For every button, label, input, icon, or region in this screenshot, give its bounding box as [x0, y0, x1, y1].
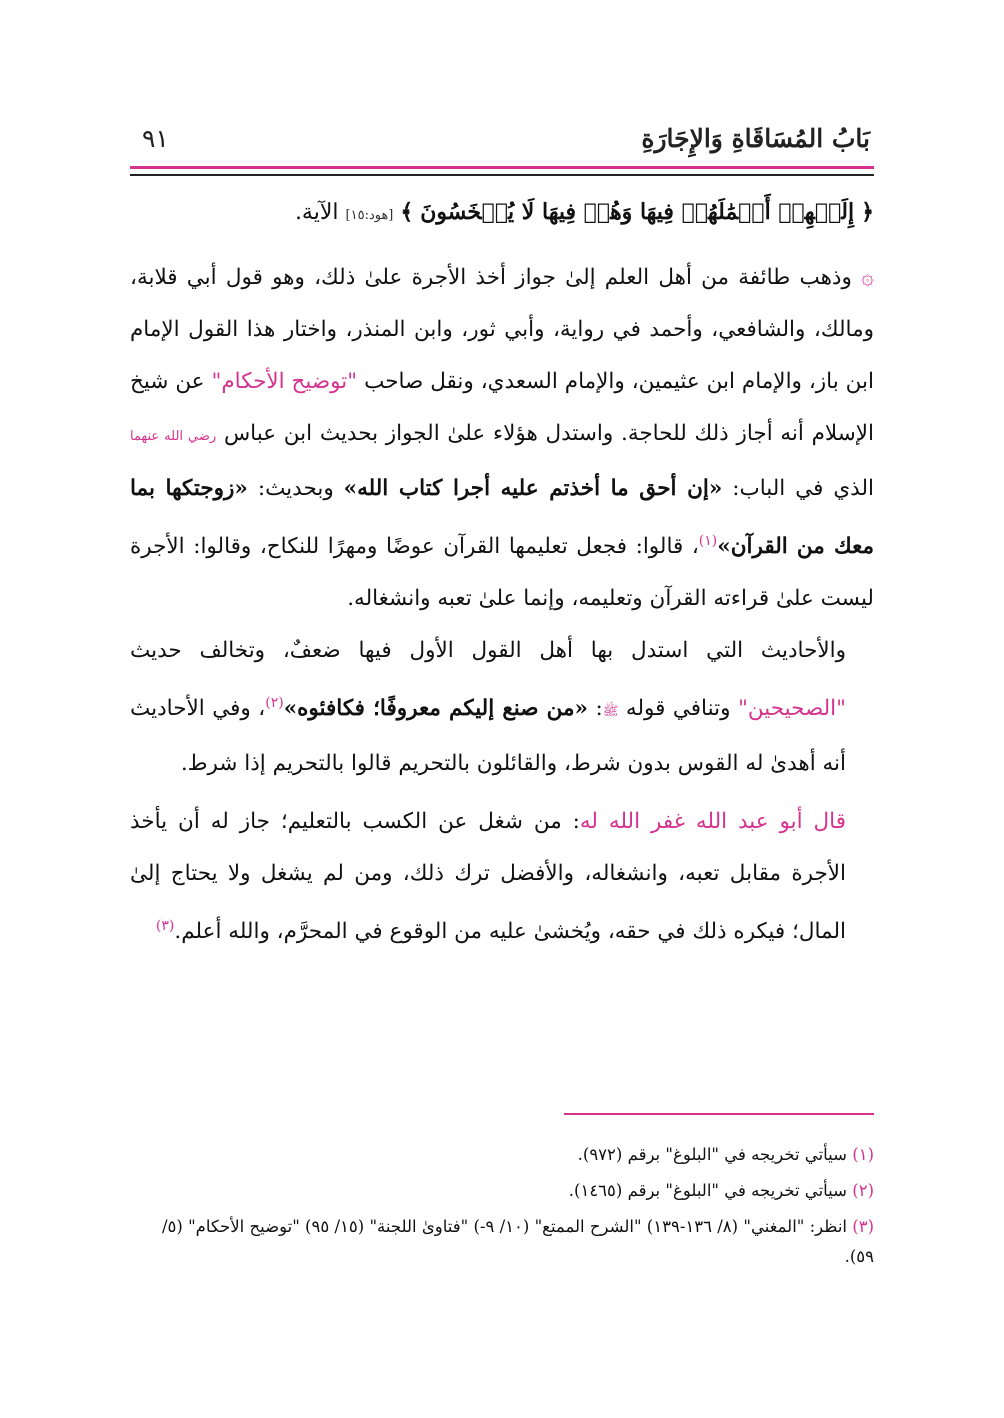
- paragraph-1-text-5: ، قالوا: فجعل تعليمها القرآن عوضًا ومهرًا للنكاح، وقالوا: الأجرة ليست علىٰ قراءته القرآن وتعليمه، وإنما علىٰ تعبه وانشغاله.: [130, 534, 874, 612]
- footnote-1: [130, 1140, 874, 1170]
- chapter-title: بَابُ المُسَاقَاةِ وَالإِجَارَةِ: [641, 124, 870, 153]
- paragraph-1-text-3: الذي في الباب:: [732, 476, 874, 501]
- footnote-ref-3[interactable]: (٣): [155, 918, 175, 935]
- paragraph-2-text-1: والأحاديث التي استدل بها أهل القول الأول فيها ضعفٌ، وتخالف حديث: [130, 638, 846, 664]
- paragraph-1-text-2: عن شيخ الإسلام أنه أجاز ذلك للحاجة. واستدل هؤلاء علىٰ الجواز بحديث ابن عباس: [130, 369, 874, 446]
- honorific-icon: رضي الله عنهما: [130, 429, 217, 444]
- paragraph-1-text-1: وذهب طائفة من أهل العلم إلىٰ جواز أخذ الأجرة علىٰ ذلك، وهو قول أبي قلابة، ومالك، والشافعي، وأحمد في رواية، وأبي ثور، وابن المنذر، واختار هذا القول الإمام ابن باز، والإمام ابن عثيمين، والإمام السعدي، ونقل صاحب: [130, 265, 874, 394]
- footnote-number: (٣): [852, 1217, 874, 1236]
- quran-verse: إِلَيۡهِمۡ أَعۡمَٰلَهُمۡ فِيهَا وَهُمۡ فِيهَا لَا يُبۡخَسُونَ: [420, 199, 855, 225]
- salawat-icon: ﷺ: [602, 704, 619, 720]
- page-header: [130, 118, 874, 162]
- page-body: [130, 190, 874, 958]
- header-rule-black: [130, 174, 874, 176]
- paragraph-2-text-2: وتنافي قوله: [625, 696, 731, 722]
- hadith-1: «إن أحق ما أخذتم عليه أجرا كتاب الله»: [343, 476, 723, 501]
- author-attribution: قال أبو عبد الله غفر الله له: [579, 809, 846, 835]
- paragraph-1-text-4: وبحديث:: [257, 476, 334, 501]
- footnotes: [130, 1140, 874, 1278]
- footnote-ref-1[interactable]: (١): [698, 533, 718, 549]
- rosette-icon: ۞: [861, 265, 874, 290]
- footnote-separator: [564, 1113, 874, 1115]
- footnote-number: (١): [852, 1145, 874, 1164]
- quran-suffix: الآية.: [294, 200, 339, 225]
- paragraph-3-text-1: : من شغل عن الكسب بالتعليم؛ جاز له أن يأخذ الأجرة مقابل تعبه، وانشغاله، والأفضل ترك ذلك، ومن لم يشغل ولا يحتاج إلىٰ المال؛ فيكره ذلك في حقه، ويُخشىٰ عليه من الوقوع في المحرَّم، والله أعلم.: [130, 809, 846, 945]
- paragraph-2-text-3: :: [595, 696, 603, 722]
- footnote-text: سيأتي تخريجه في "البلوغ" برقم (٩٧٢).: [577, 1145, 847, 1164]
- footnote-text: سيأتي تخريجه في "البلوغ" برقم (١٤٦٥).: [568, 1181, 847, 1200]
- book-title-sahihain: "الصحيحين": [737, 696, 846, 722]
- footnote-3: [130, 1212, 874, 1272]
- paragraph-1: [130, 252, 874, 625]
- paragraph-2-text-4: ، وفي الأحاديث أنه أهدىٰ له القوس بدون شرط، والقائلون بالتحريم قالوا بالتحريم إذا شرط.: [130, 696, 846, 777]
- quran-reference: [هود:١٥]: [345, 208, 394, 223]
- quran-open-bracket: ﴿: [861, 199, 874, 225]
- hadith-3: «من صنع إليكم معروفًا؛ فكافئوه»: [283, 696, 588, 722]
- footnote-ref-2[interactable]: (٢): [265, 695, 284, 712]
- header-rule-pink: [130, 166, 874, 169]
- page-number: ٩١: [142, 124, 169, 153]
- footnote-text: انظر: "المغني" (٨/ ١٣٦-١٣٩) "الشرح الممتع" (١٠/ ٩-) "فتاوىٰ اللجنة" (١٥/ ٩٥) "توضيح الأحكام" (٥/ ٥٩).: [161, 1217, 874, 1266]
- paragraph-2: [130, 625, 874, 790]
- paragraph-3: [130, 796, 874, 958]
- quran-close-bracket: ﴾: [400, 199, 414, 225]
- footnote-number: (٢): [852, 1181, 874, 1200]
- hadith-2: «زوجتكها بما معك من القرآن»: [130, 476, 874, 560]
- quran-verse-line: [130, 190, 874, 238]
- footnote-2: [130, 1176, 874, 1206]
- book-title-tawdih: "توضيح الأحكام": [211, 369, 358, 394]
